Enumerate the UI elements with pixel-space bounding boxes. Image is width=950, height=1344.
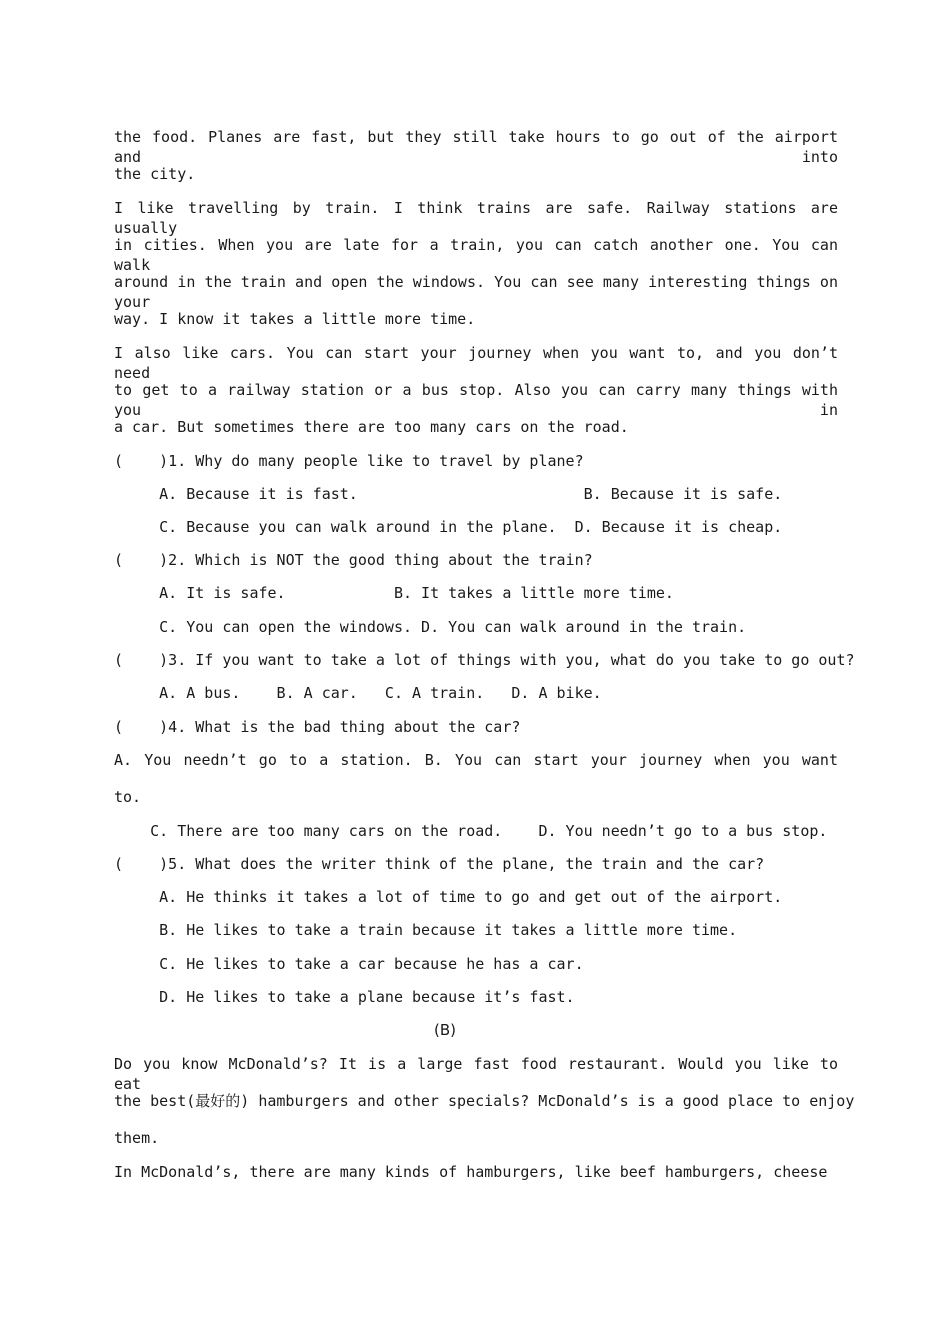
passage-b-line-1: Do you know McDonald’s? It is a large fast food restaurant. Would you like to eat — [114, 1055, 838, 1093]
question-3-options: A. A bus. B. A car. C. A train. D. A bike. — [114, 684, 602, 702]
section-b-heading: (B) — [434, 1021, 456, 1039]
passage-b-line-4: In McDonald’s, there are many kinds of hamburgers, like beef hamburgers, cheese — [114, 1163, 828, 1181]
question-3-stem: ( )3. If you want to take a lot of things with you, what do you take to go out? — [114, 651, 855, 669]
passage-a-line-1: the food. Planes are fast, but they still take hours to go out of the airport and into — [114, 128, 838, 166]
question-5-option-b: B. He likes to take a train because it takes a little more time. — [114, 921, 738, 939]
question-1-stem: ( )1. Why do many people like to travel by plane? — [114, 452, 584, 470]
passage-a-line-2: the city. — [114, 165, 196, 183]
question-5-option-c: C. He likes to take a car because he has a car. — [114, 955, 584, 973]
question-2-stem: ( )2. Which is NOT the good thing about the train? — [114, 551, 593, 569]
passage-a-line-3: I like travelling by train. I think trains are safe. Railway stations are usually — [114, 199, 838, 237]
passage-a-line-4: in cities. When you are late for a train, you can catch another one. You can walk — [114, 236, 838, 274]
passage-a-line-7: I also like cars. You can start your journey when you want to, and you don’t need — [114, 344, 838, 382]
question-5-option-a: A. He thinks it takes a lot of time to go and get out of the airport. — [114, 888, 783, 906]
passage-a-line-6: way. I know it takes a little more time. — [114, 310, 476, 328]
question-1-options-ab: A. Because it is fast. B. Because it is safe. — [114, 485, 783, 503]
question-4-options-ab-wrap: to. — [114, 788, 142, 806]
question-5-option-d: D. He likes to take a plane because it’s fast. — [114, 988, 575, 1006]
question-2-options-cd: C. You can open the windows. D. You can walk around in the train. — [114, 618, 747, 636]
question-5-stem: ( )5. What does the writer think of the plane, the train and the car? — [114, 855, 765, 873]
passage-a-line-9: a car. But sometimes there are too many cars on the road. — [114, 418, 629, 436]
passage-a-line-5: around in the train and open the windows. You can see many interesting things on your — [114, 273, 838, 311]
question-4-options-cd: C. There are too many cars on the road. D. You needn’t go to a bus stop. — [114, 822, 828, 840]
passage-a-line-8: to get to a railway station or a bus stop. Also you can carry many things with you in — [114, 381, 838, 419]
question-2-options-ab: A. It is safe. B. It takes a little more time. — [114, 584, 674, 602]
passage-b-line-3: them. — [114, 1129, 160, 1147]
question-1-options-cd: C. Because you can walk around in the plane. D. Because it is cheap. — [114, 518, 783, 536]
question-4-options-ab: A. You needn’t go to a station. B. You can start your journey when you want — [114, 751, 838, 769]
question-4-stem: ( )4. What is the bad thing about the car? — [114, 718, 521, 736]
passage-b-line-2: the best(最好的) hamburgers and other specials? McDonald’s is a good place to enjoy — [114, 1092, 855, 1110]
